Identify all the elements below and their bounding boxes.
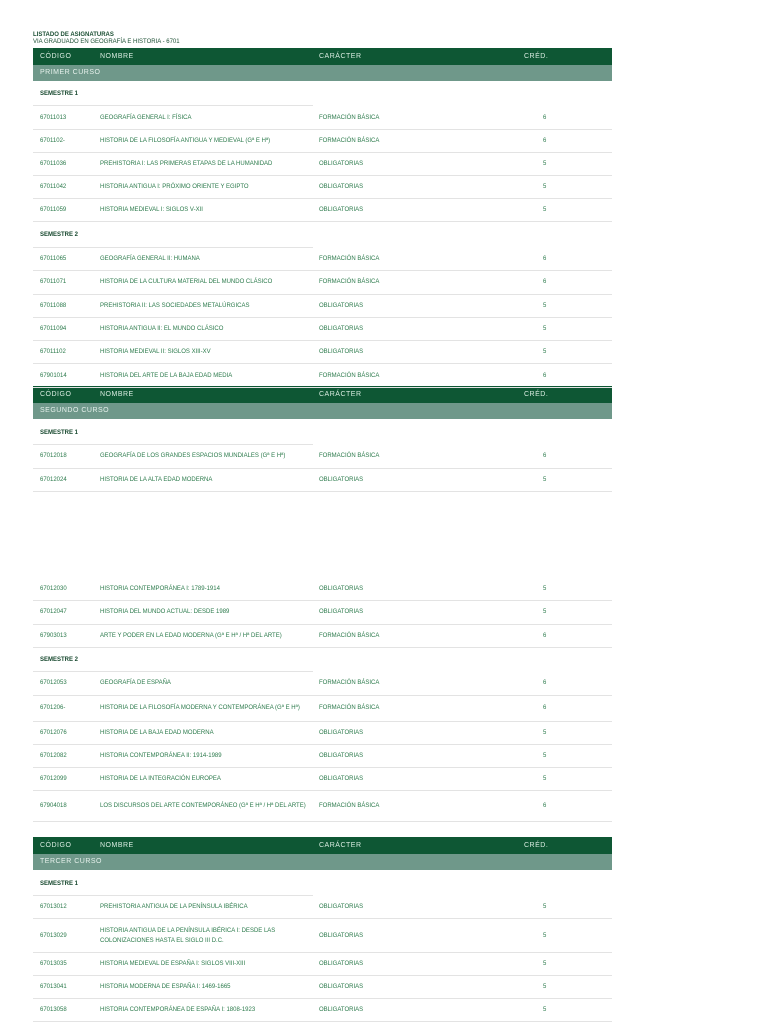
course-credits: 5 [543, 752, 547, 759]
semester-label: SEMESTRE 1 [33, 873, 313, 896]
course-credits: 5 [543, 984, 547, 990]
course-credits: 5 [543, 184, 547, 190]
semester-label: SEMESTRE 2 [33, 224, 313, 248]
course-name: GEOGRAFÍA GENERAL II: HUMANA [100, 256, 200, 263]
course-code: 67011102 [40, 349, 66, 356]
course-name: HISTORIA DE LA INTEGRACIÓN EUROPEA [100, 776, 221, 783]
course-caracter: FORMACIÓN BÁSICA [319, 705, 380, 711]
course-code: 67011094 [40, 326, 67, 333]
course-name: PREHISTORIA I: LAS PRIMERAS ETAPAS DE LA HUMANIDAD [100, 161, 273, 167]
course-credits: 5 [543, 161, 547, 167]
course-code: 67904018 [40, 803, 67, 810]
course-code: 67011088 [40, 302, 67, 309]
course-credits: 5 [543, 961, 547, 967]
course-credits: 5 [543, 609, 547, 616]
course-code: 67012076 [40, 729, 67, 736]
course-name: HISTORIA MEDIEVAL I: SIGLOS V-XII [100, 207, 203, 213]
course-name: HISTORIA DEL ARTE DE LA BAJA EDAD MEDIA [100, 372, 233, 379]
course-name: HISTORIA DE LA FILOSOFÍA MODERNA Y CONTEMPORÁNEA (Gª E Hª) [100, 705, 300, 711]
table-row [33, 365, 612, 388]
header-name: NOMBRE [100, 53, 134, 60]
table-row [33, 469, 612, 493]
table-row [33, 271, 612, 294]
course-name: HISTORIA MODERNA DE ESPAÑA I: 1469-1665 [100, 984, 231, 990]
course-code: 67012024 [40, 476, 67, 483]
course-credits: 5 [543, 729, 547, 736]
course-code: 67013041 [40, 984, 67, 990]
header-caracter: CARÁCTER [319, 391, 362, 398]
document-heading [33, 32, 180, 46]
course-name: PREHISTORIA ANTIGUA DE LA PENÍNSULA IBÉRICA [100, 904, 248, 910]
table-row [33, 176, 612, 199]
table-row [33, 130, 612, 153]
table-header [33, 386, 612, 403]
course-code: 67012082 [40, 752, 67, 759]
course-caracter: FORMACIÓN BÁSICA [319, 115, 380, 121]
course-code: 67013035 [40, 961, 67, 967]
table-row [33, 999, 612, 1022]
course-name: HISTORIA DE LA FILOSOFÍA ANTIGUA Y MEDIEVAL (Gª E Hª) [100, 138, 271, 144]
course-credits: 6 [543, 803, 547, 810]
course-name: ARTE Y PODER EN LA EDAD MODERNA (Gª E Hª / Hª DEL ARTE) [100, 632, 282, 639]
table-row [33, 445, 612, 469]
course-name: HISTORIA DE LA CULTURA MATERIAL DEL MUNDO CLÁSICO [100, 279, 273, 286]
course-credits: 5 [543, 776, 547, 783]
course-code: 67013029 [40, 932, 67, 939]
course-name: GEOGRAFÍA DE ESPAÑA [100, 680, 171, 687]
course-credits: 6 [543, 453, 547, 460]
table-row [33, 745, 612, 768]
course-credits: 6 [543, 256, 547, 263]
course-code: 67013012 [40, 904, 67, 910]
course-name: PREHISTORIA II: LAS SOCIEDADES METALÚRGICAS [100, 302, 250, 309]
course-code: 67011013 [40, 115, 67, 121]
table-row [33, 199, 612, 222]
course-name: HISTORIA DE LA ALTA EDAD MODERNA [100, 476, 213, 483]
semester-label: SEMESTRE 1 [33, 422, 313, 445]
course-caracter: FORMACIÓN BÁSICA [319, 680, 380, 687]
course-code: 67012030 [40, 586, 67, 593]
course-caracter: OBLIGATORIAS [319, 609, 364, 616]
course-credits: 5 [543, 904, 547, 910]
course-credits: 5 [543, 586, 547, 593]
course-name: LOS DISCURSOS DEL ARTE CONTEMPORÁNEO (Gª E Hª / Hª DEL ARTE) [100, 803, 306, 810]
course-name: HISTORIA ANTIGUA DE LA PENÍNSULA IBÉRICA I: DESDE LAS COLONIZACIONES HASTA EL SIGLO III D.C. [100, 927, 276, 944]
course-name: HISTORIA DEL MUNDO ACTUAL: DESDE 1989 [100, 609, 230, 616]
course-credits: 5 [543, 349, 547, 356]
course-code: 67011059 [40, 207, 67, 213]
course-credits: 5 [543, 326, 547, 333]
document-subtitle: VIA GRADUADO EN GEOGRAFÍA E HISTORIA - 6701 [33, 39, 180, 45]
table-row [33, 601, 612, 624]
table-row [33, 248, 612, 271]
course-caracter: FORMACIÓN BÁSICA [319, 453, 380, 460]
course-credits: 5 [543, 207, 547, 213]
header-cred: CRÉD. [524, 391, 549, 398]
course-name: GEOGRAFÍA GENERAL I: FÍSICA [100, 115, 192, 121]
course-code: 67011042 [40, 184, 67, 190]
course-label: TERCER CURSO [40, 858, 103, 865]
course-caracter: OBLIGATORIAS [319, 729, 364, 736]
table-row [33, 976, 612, 999]
course-code: 67013058 [40, 1007, 67, 1013]
course-code: 67011071 [40, 279, 67, 286]
course-name: HISTORIA CONTEMPORÁNEA II: 1914-1989 [100, 752, 222, 759]
course-caracter: FORMACIÓN BÁSICA [319, 279, 380, 286]
course-caracter: OBLIGATORIAS [319, 302, 364, 309]
course-credits: 5 [543, 302, 547, 309]
course-caracter: OBLIGATORIAS [319, 961, 364, 967]
course-name: GEOGRAFÍA DE LOS GRANDES ESPACIOS MUNDIALES (Gª E Hª) [100, 453, 286, 460]
course-name: HISTORIA ANTIGUA I: PRÓXIMO ORIENTE Y EGIPTO [100, 184, 249, 190]
table-row [33, 672, 612, 696]
course-code: 67011065 [40, 256, 67, 263]
header-caracter: CARÁCTER [319, 842, 362, 849]
course-caracter: OBLIGATORIAS [319, 1007, 364, 1013]
course-caracter: OBLIGATORIAS [319, 207, 364, 213]
course-code: 67012047 [40, 609, 67, 616]
table-row [33, 625, 612, 648]
course-caracter: OBLIGATORIAS [319, 904, 364, 910]
document-title: LISTADO DE ASIGNATURAS [33, 32, 114, 38]
course-caracter: OBLIGATORIAS [319, 326, 364, 333]
header-caracter: CARÁCTER [319, 53, 362, 60]
course-name: HISTORIA DE LA BAJA EDAD MODERNA [100, 729, 214, 736]
course-credits: 6 [543, 632, 547, 639]
course-code: 67012018 [40, 453, 67, 460]
header-name: NOMBRE [100, 842, 134, 849]
header-code: CÓDIGO [40, 842, 72, 849]
course-caracter: OBLIGATORIAS [319, 984, 364, 990]
course-credits: 6 [543, 138, 547, 144]
table-row [33, 107, 612, 130]
table-row [33, 768, 612, 791]
course-caracter: OBLIGATORIAS [319, 161, 364, 167]
table-row [33, 919, 612, 953]
course-code: 67903013 [40, 632, 67, 639]
course-code: 6701102- [40, 138, 65, 144]
course-credits: 5 [543, 1007, 547, 1013]
table-header [33, 837, 612, 854]
course-code: 67901014 [40, 372, 67, 379]
course-credits: 6 [543, 279, 547, 286]
course-band-segundo [33, 403, 612, 419]
course-code: 67012099 [40, 776, 67, 783]
course-caracter: FORMACIÓN BÁSICA [319, 803, 380, 810]
course-band-primer [33, 65, 612, 81]
table-row [33, 295, 612, 318]
course-caracter: OBLIGATORIAS [319, 476, 364, 483]
course-code: 67012053 [40, 680, 67, 687]
course-caracter: FORMACIÓN BÁSICA [319, 138, 380, 144]
course-credits: 6 [543, 680, 547, 687]
course-caracter: FORMACIÓN BÁSICA [319, 632, 380, 639]
table-row [33, 341, 612, 364]
course-caracter: FORMACIÓN BÁSICA [319, 256, 380, 263]
table-row [33, 578, 612, 601]
course-band-tercer [33, 854, 612, 870]
course-caracter: OBLIGATORIAS [319, 184, 364, 190]
table-row [33, 153, 612, 176]
header-cred: CRÉD. [524, 842, 549, 849]
course-caracter: OBLIGATORIAS [319, 932, 364, 939]
header-cred: CRÉD. [524, 53, 549, 60]
course-code: 67011036 [40, 161, 67, 167]
course-name: HISTORIA MEDIEVAL II: SIGLOS XIII-XV [100, 349, 211, 356]
header-code: CÓDIGO [40, 391, 72, 398]
semester-label: SEMESTRE 2 [33, 650, 313, 672]
course-caracter: OBLIGATORIAS [319, 586, 364, 593]
table-row [33, 791, 612, 822]
course-caracter: FORMACIÓN BÁSICA [319, 372, 380, 379]
header-code: CÓDIGO [40, 53, 72, 60]
course-credits: 6 [543, 705, 547, 711]
course-caracter: OBLIGATORIAS [319, 752, 364, 759]
table-row [33, 696, 612, 722]
table-row [33, 318, 612, 341]
course-credits: 5 [543, 932, 547, 939]
table-row [33, 896, 612, 919]
course-caracter: OBLIGATORIAS [319, 776, 364, 783]
table-header [33, 48, 612, 65]
course-code: 6701206- [40, 705, 66, 711]
course-label: SEGUNDO CURSO [40, 407, 110, 414]
course-name: HISTORIA CONTEMPORÁNEA I: 1789-1914 [100, 586, 220, 593]
table-row [33, 722, 612, 745]
course-label: PRIMER CURSO [40, 69, 101, 76]
course-name: HISTORIA MEDIEVAL DE ESPAÑA I: SIGLOS VIII-XIII [100, 961, 246, 967]
course-credits: 5 [543, 476, 547, 483]
course-credits: 6 [543, 115, 547, 121]
semester-label: SEMESTRE 1 [33, 84, 313, 106]
header-name: NOMBRE [100, 391, 134, 398]
table-row [33, 953, 612, 976]
course-name: HISTORIA ANTIGUA II: EL MUNDO CLÁSICO [100, 326, 224, 333]
course-credits: 6 [543, 372, 547, 379]
course-caracter: OBLIGATORIAS [319, 349, 364, 356]
course-name: HISTORIA CONTEMPORÁNEA DE ESPAÑA I: 1808-1923 [100, 1007, 256, 1013]
